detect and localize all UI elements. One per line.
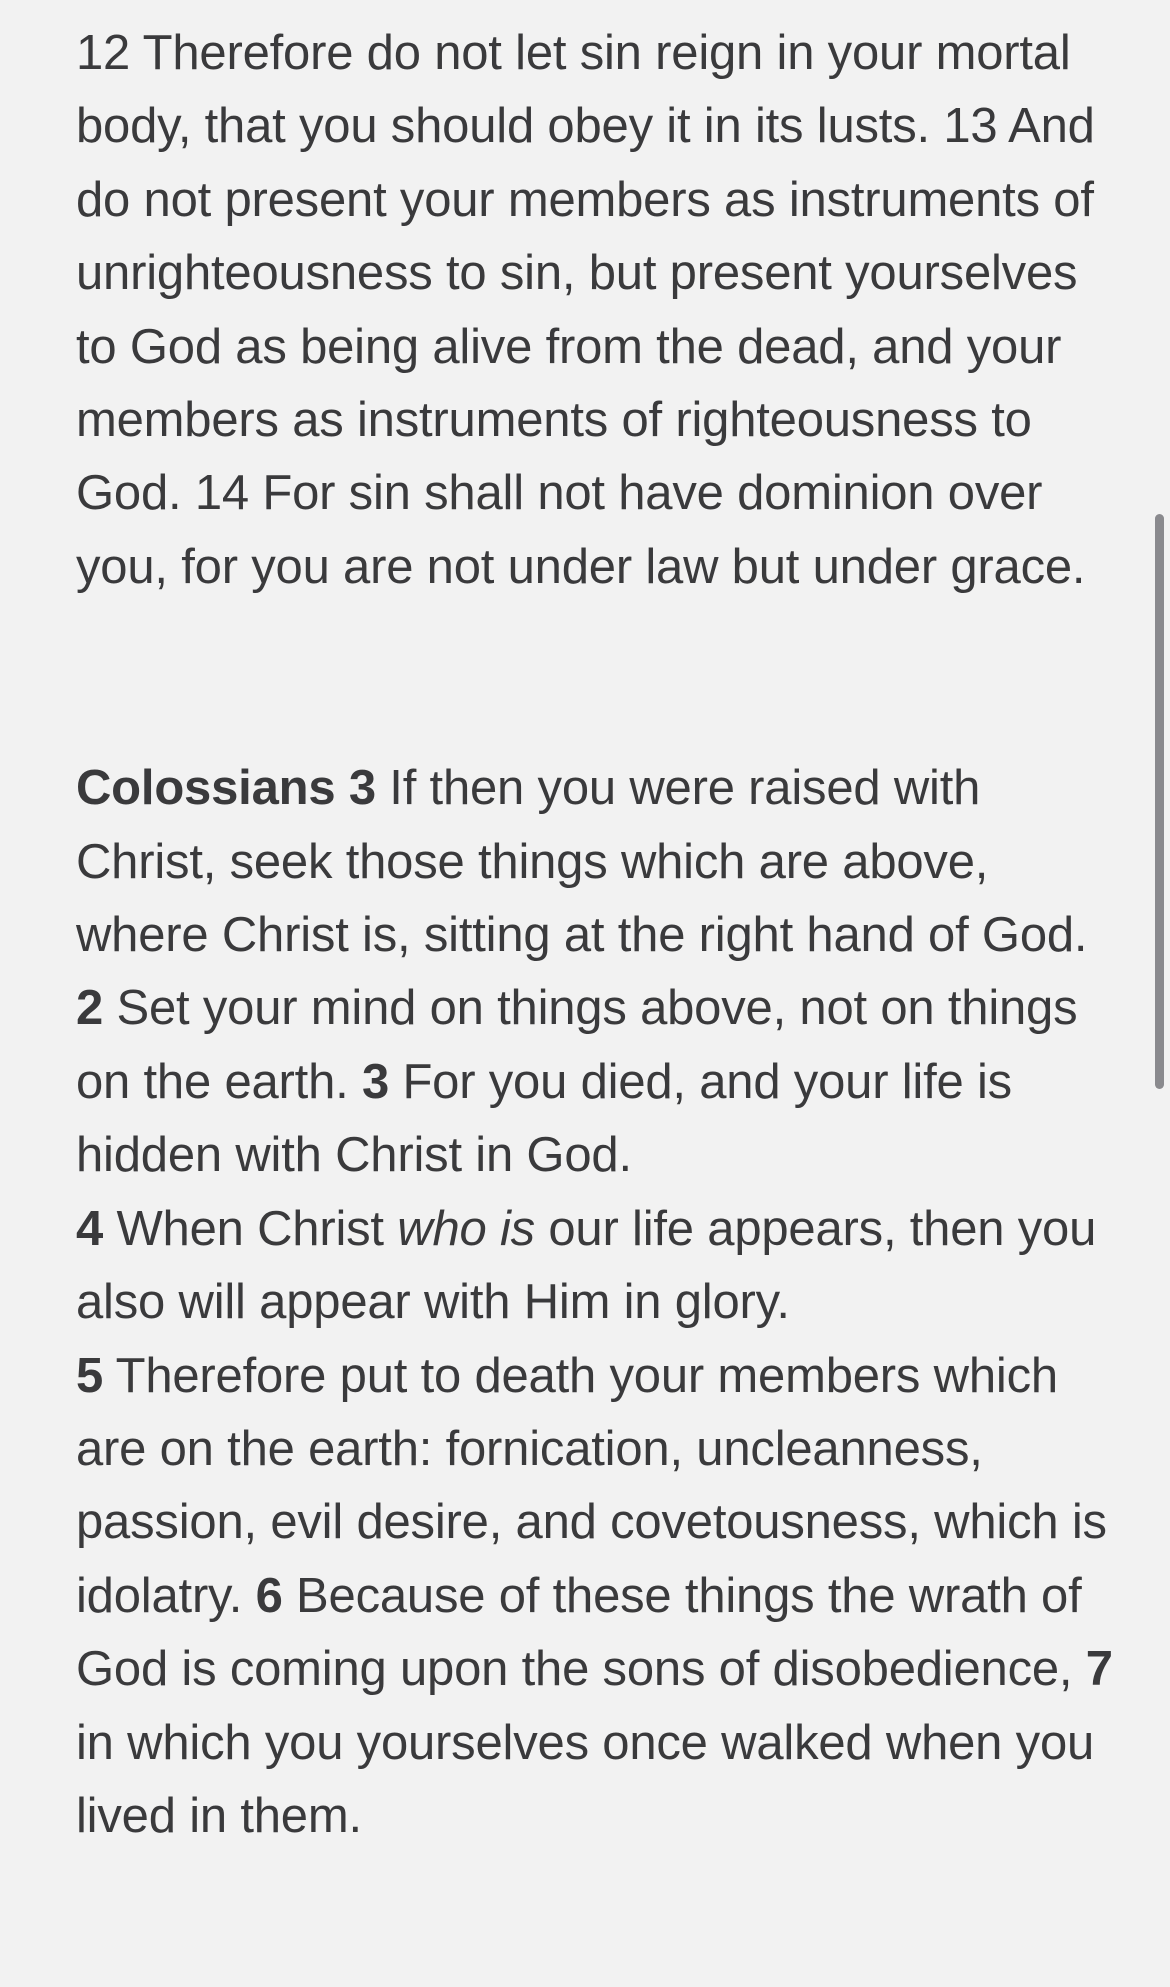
italic-words: who is: [397, 1201, 535, 1256]
passage-text: [76, 1340, 1116, 1854]
romans-passage: [76, 0, 1116, 604]
verse-text: Set your mind on things above, not on things on the earth.: [76, 981, 1078, 1109]
verse-number: 3: [361, 1054, 390, 1109]
verse-number: 2: [76, 981, 104, 1036]
reading-pane: [76, 0, 1116, 1853]
verse-text: When Christ: [103, 1201, 398, 1256]
verse-number: 5: [76, 1348, 104, 1403]
verse-text: For you died, and your life is hidden with Christ in God.: [76, 1054, 1012, 1183]
verse-text: If then you were raised with Christ, seek those things which are above, where Christ is, sitting at the right hand of God.: [76, 761, 1088, 963]
colossians-passage: [76, 752, 1116, 1853]
passage-text: 12 Therefore do not let sin reign in your mortal body, that you should obey it in its lusts. 13 And do not present your members as instruments of unrighteousness to sin, but present yourselves to God as being alive from the dead, and your members as instruments of righteousness to God. 14 For sin shall not have dominion over you, for you are not under law but under grace.: [76, 26, 1095, 594]
book-reference: Colossians 3: [76, 761, 376, 816]
passage-text: [76, 1193, 1116, 1340]
verse-text: Because of these things the wrath of God is coming upon the sons of disobedience,: [76, 1568, 1086, 1697]
verse-number: 7: [1085, 1642, 1113, 1697]
verse-number: 6: [255, 1568, 283, 1623]
verse-number: 4: [76, 1201, 104, 1256]
passage-text: [76, 752, 1116, 1192]
verse-text: Therefore put to death your members which are on the earth: fornication, uncleanness, passion, evil desire, and covetousness, which is idolatry.: [76, 1348, 1107, 1623]
verse-text: our life appears, then you also will appear with Him in glory.: [76, 1201, 1097, 1330]
scrollbar-thumb[interactable]: [1155, 514, 1164, 1089]
verse-text: in which you yourselves once walked when you lived in them.: [76, 1715, 1095, 1843]
